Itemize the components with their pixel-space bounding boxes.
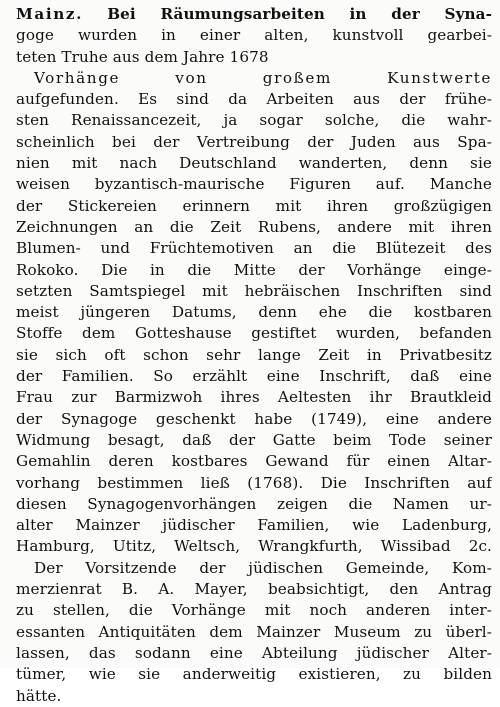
text-line-24: diesen Synagogenvorhängen zeigen die Namen ur- — [16, 494, 492, 513]
text-line-13: Rokoko. Die in die Mitte der Vorhänge einge- — [16, 260, 492, 279]
text-line-1 — [16, 4, 492, 25]
text-line-22: Gemahlin deren kostbares Gewand für einen Altar- — [16, 452, 492, 471]
text-line-16: Stoffe dem Gotteshause gestiftet wurden, befanden — [16, 324, 492, 343]
text-line-17: sie sich oft schon sehr lange Zeit in Privatbesitz — [16, 345, 492, 364]
text-line-9: weisen byzantisch-maurische Figuren auf. Manche — [16, 175, 492, 194]
text-line-1-body: Bei Räumungsarbeiten in der Syna- — [107, 5, 492, 23]
text-line-6: sten Renaissancezeit, ja sogar solche, die wahr- — [16, 111, 492, 130]
text-line-25: alter Mainzer jüdischer Familien, wie Ladenburg, — [16, 516, 492, 535]
text-line-29: zu stellen, die Vorhänge mit noch anderen inter- — [16, 601, 492, 620]
text-line-7: scheinlich bei der Vertreibung der Juden aus Spa- — [16, 132, 492, 151]
text-line-31: lassen, das sodann eine Abteilung jüdischer Alter- — [16, 643, 492, 662]
text-line-11: Zeichnungen an die Zeit Rubens, andere mit ihren — [16, 217, 492, 236]
text-line-12: Blumen- und Früchtemotiven an die Blütezeit des — [16, 239, 492, 258]
text-line-23: vorhang bestimmen ließ (1768). Die Inschriften auf — [16, 473, 492, 492]
text-line-33: hätte. — [16, 686, 62, 705]
text-line-30: essanten Antiquitäten dem Mainzer Museum zu überl- — [16, 622, 492, 641]
text-line-19: Frau zur Barmizwoh ihres Aeltesten ihr Brautkleid — [16, 388, 492, 407]
text-line-28: merzienrat B. A. Mayer, beabsichtigt, den Antrag — [16, 580, 492, 599]
text-line-20: der Synagoge geschenkt habe (1749), eine andere — [16, 409, 492, 428]
text-line-2: goge wurden in einer alten, kunstvoll gearbei- — [16, 26, 492, 45]
text-line-27: Der Vorsitzende der jüdischen Gemeinde, Kom- — [34, 558, 492, 577]
text-line-8: nien mit nach Deutschland wanderten, denn sie — [16, 154, 492, 173]
text-line-18: der Familien. So erzählt eine Inschrift, daß eine — [16, 367, 492, 386]
text-line-26: Hamburg, Utitz, Weltsch, Wrangkfurth, Wissibad 2c. — [16, 537, 492, 556]
text-line-32: tümer, wie sie anderweitig existieren, zu bilden — [16, 665, 492, 684]
text-line-4: Vorhänge von großem Kunstwerte — [34, 68, 492, 87]
dateline-place: Mainz. — [16, 5, 83, 23]
text-line-14: setzten Samtspiegel mit hebräischen Inschriften sind — [16, 281, 492, 300]
text-line-15: meist jüngeren Datums, denn ehe die kostbaren — [16, 303, 492, 322]
text-line-10: der Stickereien erinnern mit ihren großzügigen — [16, 196, 492, 215]
text-line-21: Widmung besagt, daß der Gatte beim Tode seiner — [16, 430, 492, 449]
text-line-3: teten Truhe aus dem Jahre 1678 — [16, 47, 269, 66]
text-line-5: aufgefunden. Es sind da Arbeiten aus der frühe- — [16, 90, 492, 109]
